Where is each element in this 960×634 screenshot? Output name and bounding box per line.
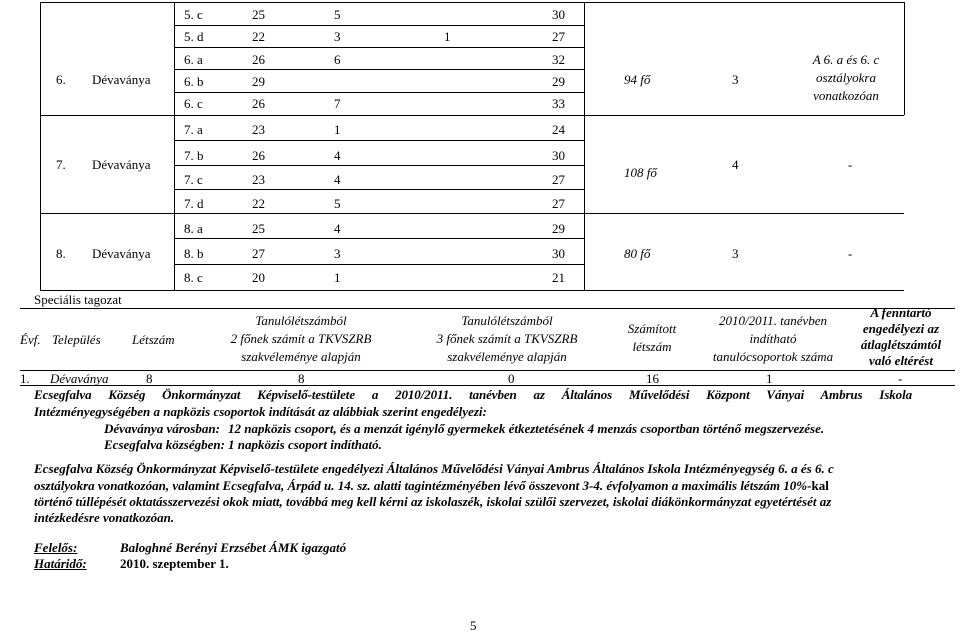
header-szamitott [612, 320, 692, 356]
group7-dash: - [848, 157, 853, 172]
note-line: A 6. a és 6. c [812, 52, 880, 67]
cell-total: 30 [552, 148, 565, 163]
group7-number: 7. [56, 157, 66, 172]
cell-count: 22 [252, 29, 265, 44]
group7-groups: 4 [732, 157, 739, 172]
paragraph1-line2: Intézményegységében a napközis csoportok indítását az alábbiak szerint engedélyezi: [34, 404, 487, 419]
class-label: 6. b [184, 74, 204, 89]
header-line: 2 főnek számít a TKVSZRB [230, 331, 372, 346]
header-line: szakvéleménye alapján [241, 349, 361, 364]
header-line: 2010/2011. tanévben [718, 313, 828, 328]
paragraph2-line4: intézkedésre vonatkozóan. [34, 510, 175, 525]
cell-count: 25 [252, 221, 265, 236]
paragraph1-line4-label: Ecsegfalva községben: [104, 437, 225, 452]
paragraph2-line3: történő túllépését oktatásszervezési okok miatt, továbbá meg kell kérni az iskolaszék, iskolai szülői szervezet, iskolai diákönkormányzat egyetértését az [34, 494, 832, 509]
class-label: 7. c [184, 172, 203, 187]
group7-town: Dévaványa [92, 157, 151, 172]
cell-total: 30 [552, 246, 565, 261]
class-label: 7. a [184, 122, 203, 137]
cell-total: 29 [552, 221, 565, 236]
cell-count: 26 [252, 96, 265, 111]
cell-total: 27 [552, 29, 565, 44]
group8-groups: 3 [732, 246, 739, 261]
header-3fo [412, 312, 602, 366]
felelos-label: Felelős: [34, 540, 78, 555]
group7-total: 108 fő [624, 165, 657, 180]
header-telepules: Település [52, 332, 101, 347]
header-evf: Évf. [20, 332, 41, 347]
felelos-value: Baloghné Berényi Erzsébet ÁMK igazgató [120, 540, 347, 555]
class-label: 7. d [184, 196, 204, 211]
group8-town: Dévaványa [92, 246, 151, 261]
class-label: 8. a [184, 221, 203, 236]
note-line: vonatkozóan [813, 88, 879, 103]
cell-total: 21 [552, 270, 565, 285]
cell-szamitott: 16 [646, 371, 659, 386]
paragraph1-line3-label: Dévaványa városban: [104, 421, 220, 436]
class-label: 5. c [184, 7, 203, 22]
cell-2fo: 3 [334, 29, 341, 44]
cell-letszam: 8 [146, 371, 153, 386]
cell-count: 26 [252, 52, 265, 67]
header-line: létszám [632, 339, 672, 354]
group6-number: 6. [56, 72, 66, 87]
cell-town: Dévaványa [50, 371, 109, 386]
cell-count: 20 [252, 270, 265, 285]
cell-2fo: 7 [334, 96, 341, 111]
group6-total: 94 fő [624, 72, 651, 87]
cell-total: 30 [552, 7, 565, 22]
class-label: 6. c [184, 96, 203, 111]
page-number: 5 [470, 618, 477, 633]
cell-total: 24 [552, 122, 565, 137]
cell-count: 23 [252, 172, 265, 187]
cell-total: 33 [552, 96, 565, 111]
cell-count: 27 [252, 246, 265, 261]
paragraph1-line4-value: 1 napközis csoport indítható. [228, 437, 382, 452]
class-label: 8. c [184, 270, 203, 285]
group6-groups: 3 [732, 72, 739, 87]
header-line: indítható [749, 331, 797, 346]
class-label: 5. d [184, 29, 204, 44]
header-line: való eltérést [869, 353, 933, 368]
paragraph2-line2-suffix: kal [811, 478, 829, 493]
header-inditható [698, 312, 848, 366]
cell-2fo: 4 [334, 148, 341, 163]
note-line: osztályokra [816, 70, 876, 85]
cell-2fo: 6 [334, 52, 341, 67]
class-label: 6. a [184, 52, 203, 67]
cell-count: 22 [252, 196, 265, 211]
header-line: tanulócsoportok száma [712, 349, 834, 364]
cell-total: 32 [552, 52, 565, 67]
group8-total: 80 fő [624, 246, 651, 261]
cell-2fo: 5 [334, 196, 341, 211]
paragraph2-line2 [34, 478, 829, 494]
header-line: átlaglétszámtól [860, 337, 942, 352]
cell-2fo: 1 [334, 122, 341, 137]
cell-2fo: 3 [334, 246, 341, 261]
cell-count: 26 [252, 148, 265, 163]
header-line: Számított [627, 321, 677, 336]
group6-town: Dévaványa [92, 72, 151, 87]
header-2fo [206, 312, 396, 366]
cell-3fo: 0 [508, 371, 515, 386]
paragraph2-line2-text: osztályokra vonatkozóan, valamint Ecsegfalva, Árpád u. 14. sz. alatti tagintézményében lévő összevont 3-4. évfolyamon a maximális létszám 10%- [34, 478, 812, 493]
hatarido-value: 2010. szeptember 1. [120, 556, 229, 571]
cell-total: 29 [552, 74, 565, 89]
cell-total: 27 [552, 196, 565, 211]
special-title: Speciális tagozat [34, 292, 122, 307]
header-line: engedélyezi az [862, 321, 940, 336]
cell-total: 27 [552, 172, 565, 187]
cell-count: 25 [252, 7, 265, 22]
cell-fenntarto: - [898, 371, 903, 386]
cell-2fo: 4 [334, 221, 341, 236]
header-fenntarto [842, 305, 960, 369]
header-line: Tanulólétszámból [461, 313, 553, 328]
cell-2fo: 1 [334, 270, 341, 285]
cell-evf: 1. [20, 371, 30, 386]
header-line: A fenntartó [870, 305, 932, 320]
group8-dash: - [848, 246, 853, 261]
cell-count: 23 [252, 122, 265, 137]
header-line: szakvéleménye alapján [447, 349, 567, 364]
paragraph1-line3-value: 12 napközis csoport, és a menzát igénylő gyermekek étkeztetésének 4 menzás csoportban történő megszervezése. [228, 421, 825, 436]
group6-note [790, 51, 902, 105]
header-letszam: Létszám [132, 332, 175, 347]
header-line: 3 főnek számít a TKVSZRB [436, 331, 578, 346]
header-line: Tanulólétszámból [255, 313, 347, 328]
cell-2fo: 5 [334, 7, 341, 22]
hatarido-label: Határidő: [34, 556, 87, 571]
class-label: 7. b [184, 148, 204, 163]
cell-2fo: 8 [298, 371, 305, 386]
group8-number: 8. [56, 246, 66, 261]
cell-count: 29 [252, 74, 265, 89]
cell-2fo: 4 [334, 172, 341, 187]
paragraph1-line1: Ecsegfalva Község Önkormányzat Képviselő-testülete a 2010/2011. tanévben az Általános Művelődési Központ Ványai Ambrus Iskola [34, 387, 912, 402]
cell-inditható: 1 [766, 371, 773, 386]
cell-3fo: 1 [444, 29, 451, 44]
paragraph2-line1: Ecsegfalva Község Önkormányzat Képviselő-testülete engedélyezi Általános Művelődési Ványai Ambrus Általános Iskola Intézményegység 6. a és 6. c [34, 461, 834, 476]
class-label: 8. b [184, 246, 204, 261]
